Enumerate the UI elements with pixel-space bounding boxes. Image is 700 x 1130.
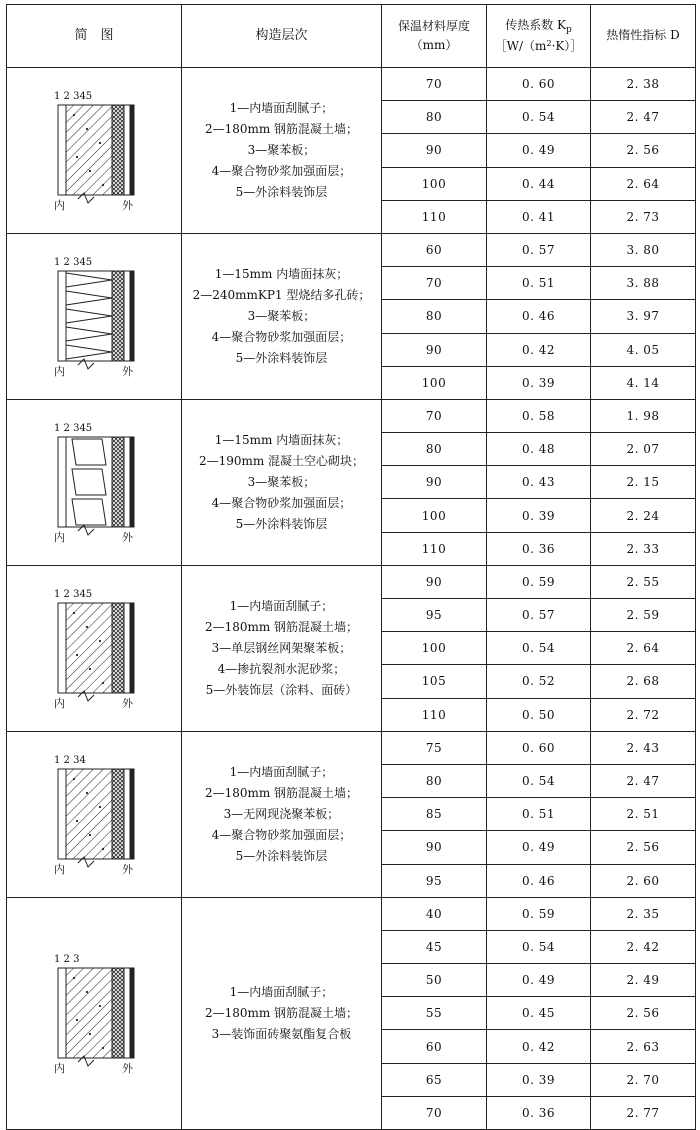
layer-description: 1—内墙面刮腻子； xyxy=(229,764,334,779)
aggregate-dot xyxy=(99,640,101,642)
wall-layer-finish xyxy=(130,437,134,527)
outer-side-label: 外 xyxy=(122,199,133,213)
layer-description: 2—240mmKP1 型烧结多孔砖； xyxy=(192,287,371,302)
layer-description: 3—无网现浇聚苯板； xyxy=(223,806,340,821)
k-value-cell: 0. 42 xyxy=(487,333,591,366)
aggregate-dot xyxy=(86,128,88,130)
thickness-cell: 90 xyxy=(382,831,487,864)
d-value-cell: 1. 98 xyxy=(591,399,696,432)
k-value-cell: 0. 52 xyxy=(487,665,591,698)
layer-description: 1—15mm 内墙面抹灰； xyxy=(214,266,349,281)
wall-diagram-cell xyxy=(7,731,182,897)
k-value-cell: 0. 54 xyxy=(487,930,591,963)
d-value-cell: 4. 14 xyxy=(591,366,696,399)
aggregate-dot xyxy=(102,184,104,186)
d-value-cell: 2. 33 xyxy=(591,532,696,565)
layers-description-cell xyxy=(182,399,382,565)
layer-description: 1—内墙面刮腻子； xyxy=(229,984,334,999)
k-value-cell: 0. 36 xyxy=(487,1096,591,1129)
d-value-cell: 2. 51 xyxy=(591,798,696,831)
wall-layer-core xyxy=(66,105,112,195)
inner-side-label: 内 xyxy=(54,199,65,213)
layer-description: 2—180mm 钢筋混凝土墙； xyxy=(204,121,359,136)
thickness-cell: 95 xyxy=(382,864,487,897)
k-value-cell: 0. 41 xyxy=(487,200,591,233)
d-value-cell: 2. 07 xyxy=(591,433,696,466)
thickness-cell: 80 xyxy=(382,101,487,134)
d-value-cell: 3. 97 xyxy=(591,300,696,333)
d-value-cell: 2. 60 xyxy=(591,864,696,897)
d-value-cell: 2. 64 xyxy=(591,167,696,200)
layer-description: 2—180mm 钢筋混凝土墙； xyxy=(204,1005,359,1020)
d-value-cell: 2. 55 xyxy=(591,565,696,598)
layer-description: 5—外涂料装饰层 xyxy=(235,350,328,365)
wall-layer-finish xyxy=(130,603,134,693)
layer-description: 5—外涂料装饰层 xyxy=(235,184,328,199)
table-body xyxy=(7,68,696,1130)
header-row xyxy=(7,5,696,68)
wall-layer-insulation xyxy=(112,437,124,527)
wall-layer-facing xyxy=(124,968,130,1058)
d-value-cell: 2. 77 xyxy=(591,1096,696,1129)
inner-side-label: 内 xyxy=(54,531,65,545)
layer-number-labels: 1 2 34 xyxy=(54,755,86,767)
thermal-table-sheet xyxy=(6,4,695,1120)
thickness-cell: 110 xyxy=(382,200,487,233)
k-value-cell: 0. 44 xyxy=(487,167,591,200)
wall-layer-finish xyxy=(130,271,134,361)
wall-layer-inner xyxy=(58,769,66,859)
wall-layer-facing xyxy=(124,437,130,527)
k-value-cell: 0. 49 xyxy=(487,964,591,997)
k-value-cell: 0. 39 xyxy=(487,366,591,399)
k-value-cell: 0. 57 xyxy=(487,233,591,266)
wall-layer-facing xyxy=(124,769,130,859)
k-value-cell: 0. 58 xyxy=(487,399,591,432)
wall-layer-core xyxy=(66,603,112,693)
k-value-cell: 0. 45 xyxy=(487,997,591,1030)
outer-side-label: 外 xyxy=(122,697,133,711)
wall-layer-inner xyxy=(58,968,66,1058)
table-row xyxy=(7,233,696,266)
header-diagram: 简 图 xyxy=(7,5,182,68)
k-value-cell: 0. 54 xyxy=(487,764,591,797)
wall-section-diagram xyxy=(34,583,154,713)
k-value-cell: 0. 59 xyxy=(487,565,591,598)
wall-layer-insulation xyxy=(112,603,124,693)
header-k xyxy=(487,5,591,68)
layer-number-labels: 1 2 345 xyxy=(54,589,93,601)
k-value-cell: 0. 54 xyxy=(487,101,591,134)
k-value-cell: 0. 59 xyxy=(487,897,591,930)
aggregate-dot xyxy=(102,1047,104,1049)
thickness-cell: 90 xyxy=(382,333,487,366)
d-value-cell: 2. 72 xyxy=(591,698,696,731)
wall-diagram-cell xyxy=(7,565,182,731)
k-value-cell: 0. 49 xyxy=(487,134,591,167)
k-value-cell: 0. 50 xyxy=(487,698,591,731)
thickness-cell: 70 xyxy=(382,267,487,300)
d-value-cell: 2. 63 xyxy=(591,1030,696,1063)
wall-layer-finish xyxy=(130,105,134,195)
aggregate-dot xyxy=(99,142,101,144)
k-value-cell: 0. 43 xyxy=(487,466,591,499)
aggregate-dot xyxy=(86,792,88,794)
layer-description: 2—180mm 钢筋混凝土墙； xyxy=(204,785,359,800)
d-value-cell: 2. 49 xyxy=(591,964,696,997)
table-row xyxy=(7,565,696,598)
thickness-cell: 90 xyxy=(382,565,487,598)
table-row xyxy=(7,399,696,432)
aggregate-dot xyxy=(102,848,104,850)
d-value-cell: 2. 42 xyxy=(591,930,696,963)
wall-diagram-cell xyxy=(7,68,182,234)
layer-description: 3—聚苯板； xyxy=(247,142,316,157)
layer-description: 3—聚苯板； xyxy=(247,474,316,489)
k-value-cell: 0. 39 xyxy=(487,499,591,532)
d-value-cell: 2. 47 xyxy=(591,101,696,134)
d-value-cell: 2. 56 xyxy=(591,134,696,167)
aggregate-dot xyxy=(73,977,75,979)
aggregate-dot xyxy=(89,170,91,172)
layers-description-cell xyxy=(182,565,382,731)
k-value-cell: 0. 48 xyxy=(487,433,591,466)
aggregate-dot xyxy=(73,612,75,614)
thickness-cell: 90 xyxy=(382,466,487,499)
table-row xyxy=(7,897,696,930)
thickness-cell: 55 xyxy=(382,997,487,1030)
layer-description: 1—内墙面刮腻子； xyxy=(229,598,334,613)
wall-section-diagram xyxy=(34,749,154,879)
wall-layer-finish xyxy=(130,968,134,1058)
header-thickness-line2: （mm） xyxy=(410,38,458,52)
thickness-cell: 95 xyxy=(382,599,487,632)
thickness-cell: 40 xyxy=(382,897,487,930)
wall-layer-facing xyxy=(124,105,130,195)
wall-layer-core xyxy=(66,437,112,527)
layer-description: 5—外涂料装饰层 xyxy=(235,516,328,531)
aggregate-dot xyxy=(89,834,91,836)
aggregate-dot xyxy=(86,626,88,628)
layers-description-cell xyxy=(182,233,382,399)
thickness-cell: 60 xyxy=(382,233,487,266)
aggregate-dot xyxy=(73,778,75,780)
d-value-cell: 2. 35 xyxy=(591,897,696,930)
outer-side-label: 外 xyxy=(122,365,133,379)
d-value-cell: 2. 59 xyxy=(591,599,696,632)
thickness-cell: 70 xyxy=(382,1096,487,1129)
thickness-cell: 85 xyxy=(382,798,487,831)
wall-layer-core xyxy=(66,968,112,1058)
d-value-cell: 2. 43 xyxy=(591,731,696,764)
inner-side-label: 内 xyxy=(54,697,65,711)
wall-layer-inner xyxy=(58,105,66,195)
header-k-sub: p xyxy=(566,24,572,35)
wall-layer-insulation xyxy=(112,968,124,1058)
k-value-cell: 0. 60 xyxy=(487,68,591,101)
d-value-cell: 3. 88 xyxy=(591,267,696,300)
aggregate-dot xyxy=(73,114,75,116)
layers-description-cell xyxy=(182,68,382,234)
layers-description-cell xyxy=(182,897,382,1129)
inner-side-label: 内 xyxy=(54,863,65,877)
thickness-cell: 100 xyxy=(382,632,487,665)
aggregate-dot xyxy=(76,654,78,656)
k-value-cell: 0. 46 xyxy=(487,300,591,333)
layer-number-labels: 1 2 345 xyxy=(54,423,93,435)
layer-number-labels: 1 2 3 xyxy=(54,954,80,966)
layer-description: 4—聚合物砂浆加强面层； xyxy=(211,827,352,842)
outer-side-label: 外 xyxy=(122,1062,133,1076)
table-row xyxy=(7,68,696,101)
k-value-cell: 0. 39 xyxy=(487,1063,591,1096)
layer-description: 2—190mm 混凝土空心砌块； xyxy=(198,453,365,468)
table-row xyxy=(7,731,696,764)
wall-layer-core xyxy=(66,769,112,859)
k-value-cell: 0. 36 xyxy=(487,532,591,565)
d-value-cell: 2. 73 xyxy=(591,200,696,233)
k-value-cell: 0. 60 xyxy=(487,731,591,764)
thickness-cell: 50 xyxy=(382,964,487,997)
thickness-cell: 70 xyxy=(382,399,487,432)
thickness-cell: 80 xyxy=(382,433,487,466)
thickness-cell: 60 xyxy=(382,1030,487,1063)
layer-description: 5—外涂料装饰层 xyxy=(235,848,328,863)
thickness-cell: 90 xyxy=(382,134,487,167)
header-k-line1: 传热系数 K xyxy=(505,17,566,32)
wall-section-diagram xyxy=(34,417,154,547)
aggregate-dot xyxy=(86,991,88,993)
layer-description: 3—装饰面砖聚氨酯复合板 xyxy=(211,1026,352,1041)
k-value-cell: 0. 51 xyxy=(487,267,591,300)
layer-description: 3—聚苯板； xyxy=(247,308,316,323)
layer-description: 2—180mm 钢筋混凝土墙； xyxy=(204,619,359,634)
wall-section-diagram xyxy=(34,85,154,215)
inner-side-label: 内 xyxy=(54,1062,65,1076)
d-value-cell: 4. 05 xyxy=(591,333,696,366)
wall-layer-facing xyxy=(124,603,130,693)
thickness-cell: 70 xyxy=(382,68,487,101)
d-value-cell: 2. 38 xyxy=(591,68,696,101)
thickness-cell: 100 xyxy=(382,167,487,200)
layer-description: 1—内墙面刮腻子； xyxy=(229,100,334,115)
d-value-cell: 2. 47 xyxy=(591,764,696,797)
wall-layer-insulation xyxy=(112,769,124,859)
thickness-cell: 80 xyxy=(382,764,487,797)
layer-description: 1—15mm 内墙面抹灰； xyxy=(214,432,349,447)
aggregate-dot xyxy=(89,668,91,670)
k-value-cell: 0. 51 xyxy=(487,798,591,831)
thickness-cell: 110 xyxy=(382,698,487,731)
d-value-cell: 2. 56 xyxy=(591,997,696,1030)
wall-layer-inner xyxy=(58,603,66,693)
outer-side-label: 外 xyxy=(122,531,133,545)
wall-diagram-cell xyxy=(7,233,182,399)
layer-description: 4—聚合物砂浆加强面层； xyxy=(211,495,352,510)
outer-side-label: 外 xyxy=(122,863,133,877)
layer-number-labels: 1 2 345 xyxy=(54,91,93,103)
k-value-cell: 0. 49 xyxy=(487,831,591,864)
header-thickness-line1: 保温材料厚度 xyxy=(397,18,470,33)
wall-layer-inner xyxy=(58,271,66,361)
wall-layer-finish xyxy=(130,769,134,859)
thickness-cell: 65 xyxy=(382,1063,487,1096)
d-value-cell: 2. 70 xyxy=(591,1063,696,1096)
wall-layer-core xyxy=(66,271,112,361)
header-k-unit-a: ［W/（m xyxy=(494,39,547,54)
thickness-cell: 110 xyxy=(382,532,487,565)
wall-layer-insulation xyxy=(112,105,124,195)
d-value-cell: 2. 24 xyxy=(591,499,696,532)
layer-description: 4—掺抗裂剂水泥砂浆； xyxy=(217,661,346,676)
k-value-cell: 0. 57 xyxy=(487,599,591,632)
wall-diagram-cell xyxy=(7,897,182,1129)
wall-section-diagram xyxy=(34,948,154,1078)
header-d: 热惰性指标 D xyxy=(591,5,696,68)
layer-description: 3—单层钢丝网架聚苯板； xyxy=(211,640,352,655)
inner-side-label: 内 xyxy=(54,365,65,379)
thickness-cell: 105 xyxy=(382,665,487,698)
wall-layer-insulation xyxy=(112,271,124,361)
d-value-cell: 2. 56 xyxy=(591,831,696,864)
wall-layer-inner xyxy=(58,437,66,527)
aggregate-dot xyxy=(76,820,78,822)
k-value-cell: 0. 46 xyxy=(487,864,591,897)
layer-description: 4—聚合物砂浆加强面层； xyxy=(211,163,352,178)
k-value-cell: 0. 54 xyxy=(487,632,591,665)
thickness-cell: 100 xyxy=(382,499,487,532)
layer-description: 5—外装饰层（涂料、面砖） xyxy=(205,682,358,697)
thickness-cell: 80 xyxy=(382,300,487,333)
layer-description: 4—聚合物砂浆加强面层； xyxy=(211,329,352,344)
wall-layer-facing xyxy=(124,271,130,361)
thickness-cell: 75 xyxy=(382,731,487,764)
d-value-cell: 2. 64 xyxy=(591,632,696,665)
layer-number-labels: 1 2 345 xyxy=(54,257,93,269)
d-value-cell: 2. 68 xyxy=(591,665,696,698)
layers-description-cell xyxy=(182,731,382,897)
aggregate-dot xyxy=(89,1033,91,1035)
wall-diagram-cell xyxy=(7,399,182,565)
aggregate-dot xyxy=(76,1019,78,1021)
header-thickness xyxy=(382,5,487,68)
header-k-unit-b: ·K）］ xyxy=(551,39,583,54)
aggregate-dot xyxy=(99,1005,101,1007)
aggregate-dot xyxy=(76,156,78,158)
aggregate-dot xyxy=(99,806,101,808)
wall-insulation-table xyxy=(6,4,696,1130)
d-value-cell: 2. 15 xyxy=(591,466,696,499)
aggregate-dot xyxy=(102,682,104,684)
thickness-cell: 100 xyxy=(382,366,487,399)
header-k-unit-sup: 2 xyxy=(546,39,552,49)
thickness-cell: 45 xyxy=(382,930,487,963)
d-value-cell: 3. 80 xyxy=(591,233,696,266)
k-value-cell: 0. 42 xyxy=(487,1030,591,1063)
header-layers: 构造层次 xyxy=(182,5,382,68)
wall-section-diagram xyxy=(34,251,154,381)
